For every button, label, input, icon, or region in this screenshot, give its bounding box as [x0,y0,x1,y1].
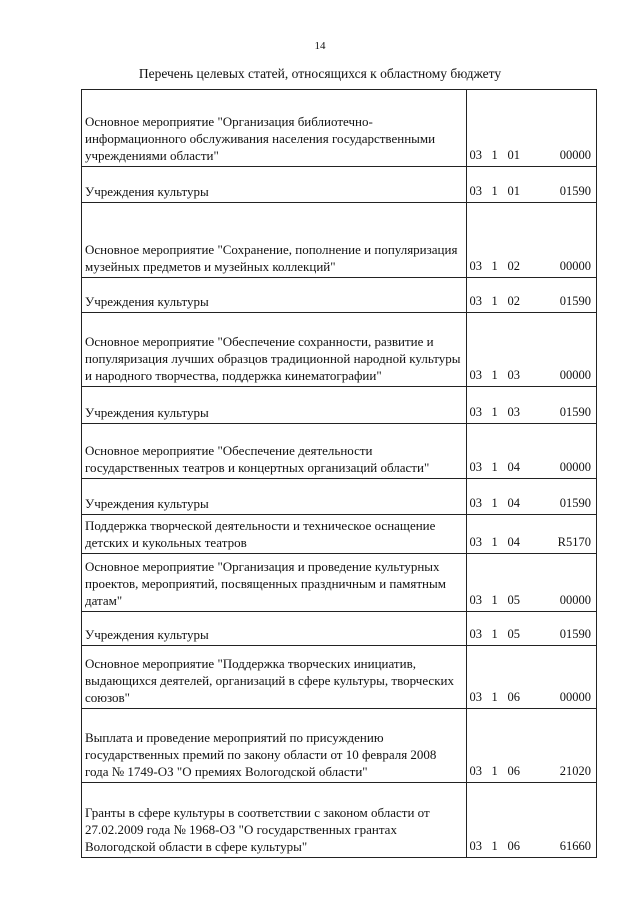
code-part-direction: 00000 [559,368,591,382]
code-part-event: 05 [507,593,521,607]
code-part-program: 03 [469,460,483,474]
code-part-subprogram: 1 [491,627,498,641]
code-part-event: 04 [507,535,521,549]
table-row [82,313,597,387]
code-part-event: 05 [507,627,521,641]
article-name: Учреждения культуры [82,167,467,203]
code-part-program: 03 [469,294,483,308]
code-part-event: 02 [507,294,521,308]
code-part-subprogram: 1 [491,593,498,607]
code-part-subprogram: 1 [491,496,498,510]
code-part-program: 03 [469,259,483,273]
table-row [82,646,597,709]
article-code [466,554,596,612]
article-code [466,646,596,709]
article-code [466,90,596,167]
code-part-subprogram: 1 [491,294,498,308]
table-row [82,278,597,313]
article-code [466,515,596,554]
code-part-direction: 21020 [559,764,591,778]
table-row [82,783,597,858]
code-part-direction: 01590 [559,184,591,198]
code-part-program: 03 [469,405,483,419]
code-part-program: 03 [469,627,483,641]
article-code [466,709,596,783]
article-name: Основное мероприятие "Поддержка творческих инициатив, выдающихся деятелей, организаций в сфере культуры, творческих союзов" [82,646,467,709]
article-code [466,387,596,424]
code-part-subprogram: 1 [491,148,498,162]
code-part-subprogram: 1 [491,535,498,549]
code-part-program: 03 [469,690,483,704]
code-part-event: 03 [507,368,521,382]
table-row [82,612,597,646]
code-part-program: 03 [469,496,483,510]
table-row [82,167,597,203]
code-part-event: 06 [507,839,521,853]
article-name: Основное мероприятие "Организация библиотечно-информационного обслуживания населения государственными учреждениями области" [82,90,467,167]
code-part-subprogram: 1 [491,259,498,273]
code-part-subprogram: 1 [491,764,498,778]
code-part-program: 03 [469,184,483,198]
code-part-subprogram: 1 [491,184,498,198]
code-part-event: 06 [507,764,521,778]
code-part-subprogram: 1 [491,690,498,704]
table-row [82,479,597,515]
code-part-direction: 61660 [559,839,591,853]
article-name: Выплата и проведение мероприятий по присуждению государственных премий по закону области от 10 февраля 2008 года № 1749-ОЗ "О премиях Вологодской области" [82,709,467,783]
article-name: Учреждения культуры [82,278,467,313]
article-code [466,203,596,278]
code-part-program: 03 [469,764,483,778]
article-name: Поддержка творческой деятельности и техническое оснащение детских и кукольных театров [82,515,467,554]
code-part-program: 03 [469,368,483,382]
table-row [82,709,597,783]
code-part-program: 03 [469,535,483,549]
page-number: 14 [314,40,326,52]
code-part-subprogram: 1 [491,460,498,474]
code-part-subprogram: 1 [491,839,498,853]
code-part-direction: 00000 [559,259,591,273]
table-body [82,90,597,858]
code-part-direction: 00000 [559,593,591,607]
code-part-direction: R5170 [557,535,591,549]
table-row [82,203,597,278]
article-code [466,167,596,203]
code-part-subprogram: 1 [491,368,498,382]
code-part-program: 03 [469,839,483,853]
table-row [82,554,597,612]
article-name: Учреждения культуры [82,612,467,646]
article-code [466,783,596,858]
table-row [82,90,597,167]
code-part-event: 06 [507,690,521,704]
code-part-event: 03 [507,405,521,419]
article-code [466,612,596,646]
code-part-direction: 01590 [559,627,591,641]
code-part-direction: 00000 [559,460,591,474]
code-part-direction: 00000 [559,690,591,704]
article-code [466,424,596,479]
code-part-program: 03 [469,593,483,607]
document-title: Перечень целевых статей, относящихся к областному бюджету [138,66,502,81]
code-part-direction: 01590 [559,496,591,510]
code-part-event: 01 [507,184,521,198]
code-part-direction: 00000 [559,148,591,162]
code-part-direction: 01590 [559,294,591,308]
code-part-direction: 01590 [559,405,591,419]
code-part-subprogram: 1 [491,405,498,419]
article-name: Гранты в сфере культуры в соответствии с законом области от 27.02.2009 года № 1968-ОЗ "О государственных грантах Вологодской области в сфере культуры" [82,783,467,858]
article-code [466,278,596,313]
target-articles-table [81,89,597,858]
article-code [466,313,596,387]
code-part-program: 03 [469,148,483,162]
code-part-event: 01 [507,148,521,162]
table-row [82,515,597,554]
code-part-event: 04 [507,460,521,474]
article-name: Учреждения культуры [82,479,467,515]
code-part-event: 04 [507,496,521,510]
article-name: Основное мероприятие "Сохранение, пополнение и популяризация музейных предметов и музейных коллекций" [82,203,467,278]
table-row [82,387,597,424]
article-name: Основное мероприятие "Обеспечение сохранности, развитие и популяризация лучших образцов традиционной народной культуры и народного творчества, поддержка кинематографии" [82,313,467,387]
table-row [82,424,597,479]
code-part-event: 02 [507,259,521,273]
article-name: Основное мероприятие "Организация и проведение культурных проектов, мероприятий, посвященных праздничным и памятным датам" [82,554,467,612]
article-name: Основное мероприятие "Обеспечение деятельности государственных театров и концертных организаций области" [82,424,467,479]
article-name: Учреждения культуры [82,387,467,424]
article-code [466,479,596,515]
